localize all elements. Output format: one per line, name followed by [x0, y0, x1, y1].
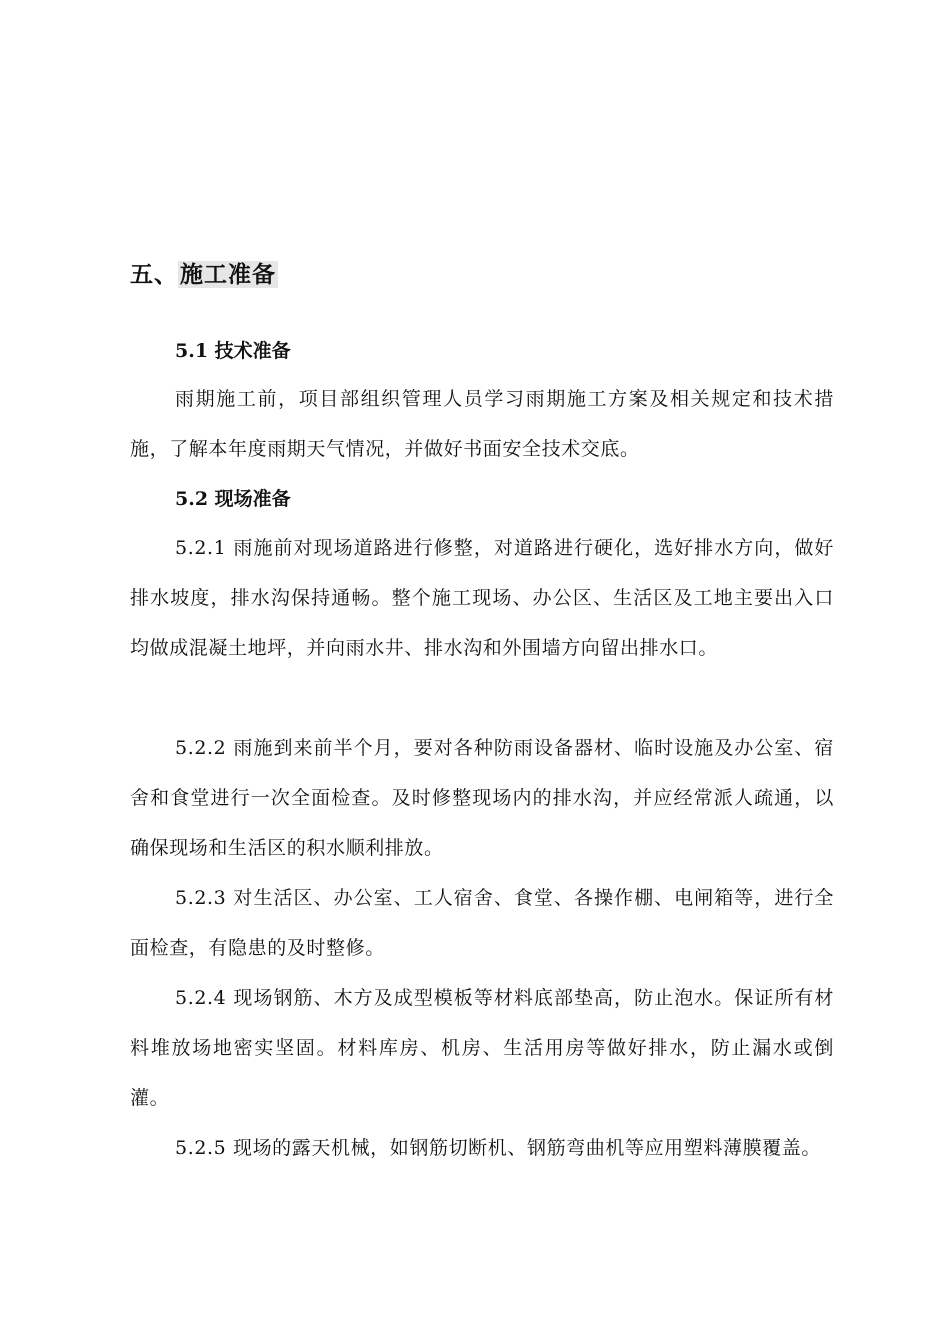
paragraph-5-1: 雨期施工前，项目部组织管理人员学习雨期施工方案及相关规定和技术措施，了解本年度雨期天气情况，并做好书面安全技术交底。 [130, 388, 834, 460]
section-title [130, 258, 278, 292]
paragraph-5-2-4: 5.2.4 现场钢筋、木方及成型模板等材料底部垫高，防止泡水。保证所有材料堆放场地密实坚固。材料库房、机房、生活用房等做好排水，防止漏水或倒灌。 [130, 987, 834, 1109]
subsection-heading-5-1: 5.1 技术准备 [175, 340, 291, 362]
paragraph-5-2-5: 5.2.5 现场的露天机械，如钢筋切断机、钢筋弯曲机等应用塑料薄膜覆盖。 [175, 1137, 821, 1159]
paragraph-5-2-2: 5.2.2 雨施到来前半个月，要对各种防雨设备器材、临时设施及办公室、宿舍和食堂进行一次全面检查。及时修整现场内的排水沟，并应经常派人疏通，以确保现场和生活区的积水顺利排放。 [130, 737, 834, 859]
paragraph-5-2-3: 5.2.3 对生活区、办公室、工人宿舍、食堂、各操作棚、电闸箱等，进行全面检查，有隐患的及时整修。 [130, 887, 834, 959]
subsection-heading-5-2: 5.2 现场准备 [175, 488, 291, 510]
section-title-text: 施工准备 [180, 261, 276, 288]
paragraph-5-2-1: 5.2.1 雨施前对现场道路进行修整，对道路进行硬化，选好排水方向，做好排水坡度，排水沟保持通畅。整个施工现场、办公区、生活区及工地主要出入口均做成混凝土地坪，并向雨水井、排水沟和外围墙方向留出排水口。 [130, 537, 834, 659]
section-number: 五、 [130, 261, 178, 288]
